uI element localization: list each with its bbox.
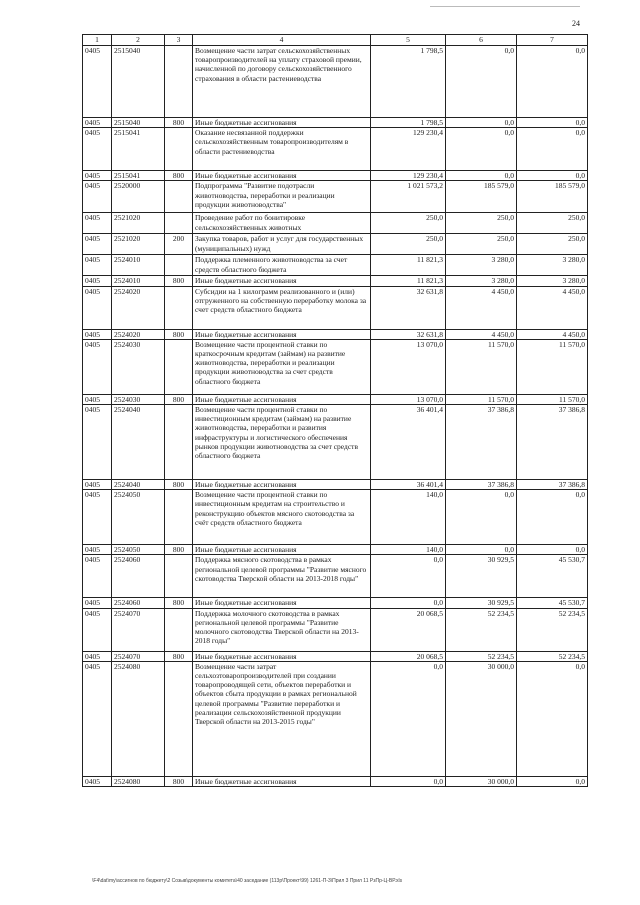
item-name-cell: Субсидии на 1 килограмм реализованного и (или) отгруженного на собственную переработку молока за счет средств областного бюджета <box>193 286 371 329</box>
section-code-cell: 0405 <box>83 651 112 661</box>
amount-col-7-cell: 3 280,0 <box>517 255 588 276</box>
item-name-cell: Иные бюджетные ассигнования <box>193 118 371 128</box>
amount-col-5-cell: 20 068,5 <box>371 651 446 661</box>
amount-col-6-cell: 4 450,0 <box>446 286 517 329</box>
amount-col-5-cell: 250,0 <box>371 213 446 234</box>
table-row <box>83 213 588 234</box>
amount-col-7-cell: 52 234,5 <box>517 651 588 661</box>
header-col-7: 7 <box>517 35 588 46</box>
section-code-cell: 0405 <box>83 545 112 555</box>
target-code-cell: 2524060 <box>112 555 165 598</box>
amount-col-7-cell: 0,0 <box>517 545 588 555</box>
amount-col-7-cell: 0,0 <box>517 171 588 181</box>
amount-col-6-cell: 250,0 <box>446 213 517 234</box>
item-name-cell: Иные бюджетные ассигнования <box>193 480 371 490</box>
amount-col-6-cell: 0,0 <box>446 171 517 181</box>
amount-col-6-cell: 0,0 <box>446 118 517 128</box>
header-col-1: 1 <box>83 35 112 46</box>
amount-col-7-cell: 250,0 <box>517 234 588 255</box>
amount-col-6-cell: 11 570,0 <box>446 339 517 394</box>
table-row <box>83 405 588 480</box>
expense-type-cell: 800 <box>165 651 193 661</box>
expense-type-cell: 800 <box>165 394 193 404</box>
target-code-cell: 2524020 <box>112 329 165 339</box>
expense-type-cell <box>165 181 193 213</box>
top-rule <box>430 6 580 7</box>
target-code-cell: 2524020 <box>112 286 165 329</box>
amount-col-7-cell: 52 234,5 <box>517 608 588 651</box>
amount-col-6-cell: 37 386,8 <box>446 480 517 490</box>
table-row <box>83 286 588 329</box>
amount-col-6-cell: 0,0 <box>446 46 517 118</box>
amount-col-6-cell: 37 386,8 <box>446 405 517 480</box>
section-code-cell: 0405 <box>83 329 112 339</box>
amount-col-5-cell: 1 798,5 <box>371 118 446 128</box>
amount-col-7-cell: 0,0 <box>517 118 588 128</box>
amount-col-5-cell: 250,0 <box>371 234 446 255</box>
table-row <box>83 46 588 118</box>
item-name-cell: Иные бюджетные ассигнования <box>193 394 371 404</box>
item-name-cell: Иные бюджетные ассигнования <box>193 776 371 786</box>
amount-col-5-cell: 32 631,8 <box>371 329 446 339</box>
table-row <box>83 276 588 286</box>
expense-type-cell: 800 <box>165 480 193 490</box>
table-row <box>83 598 588 608</box>
amount-col-7-cell: 0,0 <box>517 661 588 776</box>
amount-col-5-cell: 32 631,8 <box>371 286 446 329</box>
section-code-cell: 0405 <box>83 661 112 776</box>
expense-type-cell: 800 <box>165 171 193 181</box>
header-col-5: 5 <box>371 35 446 46</box>
expense-type-cell: 800 <box>165 545 193 555</box>
amount-col-5-cell: 36 401,4 <box>371 405 446 480</box>
header-col-2: 2 <box>112 35 165 46</box>
item-name-cell: Поддержка молочного скотоводства в рамках региональной целевой программы "Развитие молочного скотоводства Тверской области на 2013-2018 годы" <box>193 608 371 651</box>
page-number: 24 <box>572 19 580 28</box>
expense-type-cell: 800 <box>165 329 193 339</box>
amount-col-7-cell: 37 386,8 <box>517 480 588 490</box>
amount-col-7-cell: 3 280,0 <box>517 276 588 286</box>
item-name-cell: Возмещение части процентной ставки по инвестиционным кредитам (займам) на развитие животноводства, переработки и развития инфраструктуры и логистического обеспечения рынков продукции животноводства за счет средств областного бюджета <box>193 405 371 480</box>
target-code-cell: 2524070 <box>112 608 165 651</box>
amount-col-7-cell: 0,0 <box>517 776 588 786</box>
amount-col-6-cell: 11 570,0 <box>446 394 517 404</box>
item-name-cell: Поддержка мясного скотоводства в рамках региональной целевой программы "Развитие мясного скотоводства Тверской области на 2013-2018 годы" <box>193 555 371 598</box>
table-body <box>83 46 588 787</box>
amount-col-5-cell: 140,0 <box>371 545 446 555</box>
amount-col-5-cell: 140,0 <box>371 490 446 545</box>
expense-type-cell <box>165 555 193 598</box>
item-name-cell: Иные бюджетные ассигнования <box>193 598 371 608</box>
amount-col-5-cell: 129 230,4 <box>371 171 446 181</box>
expense-type-cell <box>165 128 193 171</box>
item-name-cell: Возмещение части затрат сельхозтоваропроизводителей при создании товаропроводящей сети, объектов переработки и объектов сбыта продукции в рамках региональной целевой программы "Развитие переработки и реализации сельскохозяйственной продукции Тверской области на 2013-2015 годы" <box>193 661 371 776</box>
target-code-cell: 2521020 <box>112 234 165 255</box>
amount-col-6-cell: 30 000,0 <box>446 661 517 776</box>
item-name-cell: Подпрограмма "Развитие подотрасли животноводства, переработки и реализации продукции животноводства" <box>193 181 371 213</box>
amount-col-5-cell: 0,0 <box>371 776 446 786</box>
table-header-row <box>83 35 588 46</box>
amount-col-7-cell: 0,0 <box>517 490 588 545</box>
amount-col-5-cell: 36 401,4 <box>371 480 446 490</box>
target-code-cell: 2520000 <box>112 181 165 213</box>
section-code-cell: 0405 <box>83 555 112 598</box>
table-row <box>83 394 588 404</box>
section-code-cell: 0405 <box>83 405 112 480</box>
budget-table <box>82 34 588 787</box>
expense-type-cell: 200 <box>165 234 193 255</box>
amount-col-5-cell: 0,0 <box>371 598 446 608</box>
section-code-cell: 0405 <box>83 598 112 608</box>
table-row <box>83 661 588 776</box>
section-code-cell: 0405 <box>83 128 112 171</box>
file-path-footer: \F4\dat\my\ассигнов по бюджету\2 Созыв\документы комитета\40 заседание (113р\Проект\99) 1261-П-3\Прил 3 Прил 11 РзПр-Ц-ВР.xls <box>92 878 403 884</box>
section-code-cell: 0405 <box>83 46 112 118</box>
amount-col-6-cell: 0,0 <box>446 490 517 545</box>
section-code-cell: 0405 <box>83 234 112 255</box>
section-code-cell: 0405 <box>83 213 112 234</box>
amount-col-6-cell: 30 000,0 <box>446 776 517 786</box>
amount-col-6-cell: 0,0 <box>446 128 517 171</box>
target-code-cell: 2515040 <box>112 46 165 118</box>
target-code-cell: 2524010 <box>112 276 165 286</box>
amount-col-7-cell: 4 450,0 <box>517 329 588 339</box>
amount-col-7-cell: 0,0 <box>517 128 588 171</box>
section-code-cell: 0405 <box>83 255 112 276</box>
target-code-cell: 2524040 <box>112 480 165 490</box>
amount-col-5-cell: 1 798,5 <box>371 46 446 118</box>
amount-col-6-cell: 4 450,0 <box>446 329 517 339</box>
amount-col-6-cell: 185 579,0 <box>446 181 517 213</box>
target-code-cell: 2515040 <box>112 118 165 128</box>
expense-type-cell: 800 <box>165 598 193 608</box>
target-code-cell: 2524030 <box>112 394 165 404</box>
amount-col-7-cell: 4 450,0 <box>517 286 588 329</box>
target-code-cell: 2524060 <box>112 598 165 608</box>
expense-type-cell <box>165 608 193 651</box>
section-code-cell: 0405 <box>83 776 112 786</box>
target-code-cell: 2524010 <box>112 255 165 276</box>
target-code-cell: 2524050 <box>112 490 165 545</box>
item-name-cell: Возмещение части процентной ставки по инвестиционным кредитам на строительство и реконструкцию объектов мясного скотоводства за счёт средств областного бюджета <box>193 490 371 545</box>
amount-col-5-cell: 20 068,5 <box>371 608 446 651</box>
table-row <box>83 555 588 598</box>
table-row <box>83 171 588 181</box>
section-code-cell: 0405 <box>83 276 112 286</box>
amount-col-7-cell: 45 530,7 <box>517 598 588 608</box>
expense-type-cell <box>165 213 193 234</box>
amount-col-7-cell: 11 570,0 <box>517 394 588 404</box>
item-name-cell: Иные бюджетные ассигнования <box>193 329 371 339</box>
amount-col-7-cell: 37 386,8 <box>517 405 588 480</box>
item-name-cell: Иные бюджетные ассигнования <box>193 651 371 661</box>
section-code-cell: 0405 <box>83 490 112 545</box>
expense-type-cell <box>165 255 193 276</box>
expense-type-cell <box>165 46 193 118</box>
expense-type-cell: 800 <box>165 276 193 286</box>
target-code-cell: 2524080 <box>112 661 165 776</box>
table-row <box>83 651 588 661</box>
amount-col-6-cell: 52 234,5 <box>446 608 517 651</box>
table-row <box>83 118 588 128</box>
table-row <box>83 329 588 339</box>
target-code-cell: 2524050 <box>112 545 165 555</box>
section-code-cell: 0405 <box>83 286 112 329</box>
header-col-3: 3 <box>165 35 193 46</box>
amount-col-7-cell: 45 530,7 <box>517 555 588 598</box>
target-code-cell: 2524080 <box>112 776 165 786</box>
section-code-cell: 0405 <box>83 394 112 404</box>
amount-col-5-cell: 13 070,0 <box>371 394 446 404</box>
target-code-cell: 2515041 <box>112 128 165 171</box>
expense-type-cell <box>165 339 193 394</box>
expense-type-cell <box>165 405 193 480</box>
amount-col-6-cell: 3 280,0 <box>446 255 517 276</box>
expense-type-cell: 800 <box>165 776 193 786</box>
amount-col-5-cell: 129 230,4 <box>371 128 446 171</box>
table-row <box>83 776 588 786</box>
table-row <box>83 545 588 555</box>
amount-col-5-cell: 13 070,0 <box>371 339 446 394</box>
amount-col-6-cell: 0,0 <box>446 545 517 555</box>
table-row <box>83 339 588 394</box>
header-col-6: 6 <box>446 35 517 46</box>
section-code-cell: 0405 <box>83 118 112 128</box>
target-code-cell: 2524070 <box>112 651 165 661</box>
table-row <box>83 181 588 213</box>
section-code-cell: 0405 <box>83 608 112 651</box>
section-code-cell: 0405 <box>83 339 112 394</box>
amount-col-7-cell: 250,0 <box>517 213 588 234</box>
amount-col-6-cell: 250,0 <box>446 234 517 255</box>
amount-col-7-cell: 0,0 <box>517 46 588 118</box>
target-code-cell: 2521020 <box>112 213 165 234</box>
item-name-cell: Иные бюджетные ассигнования <box>193 171 371 181</box>
expense-type-cell <box>165 661 193 776</box>
amount-col-7-cell: 185 579,0 <box>517 181 588 213</box>
section-code-cell: 0405 <box>83 480 112 490</box>
expense-type-cell: 800 <box>165 118 193 128</box>
amount-col-5-cell: 0,0 <box>371 661 446 776</box>
table-row <box>83 128 588 171</box>
section-code-cell: 0405 <box>83 181 112 213</box>
target-code-cell: 2524030 <box>112 339 165 394</box>
target-code-cell: 2515041 <box>112 171 165 181</box>
amount-col-6-cell: 30 929,5 <box>446 555 517 598</box>
amount-col-7-cell: 11 570,0 <box>517 339 588 394</box>
item-name-cell: Возмещение части процентной ставки по краткосрочным кредитам (займам) на развитие животноводства, переработки и реализации продукции животноводства за счет средств областного бюджета <box>193 339 371 394</box>
amount-col-6-cell: 3 280,0 <box>446 276 517 286</box>
table-row <box>83 608 588 651</box>
item-name-cell: Поддержка племенного животноводства за счет средств областного бюджета <box>193 255 371 276</box>
amount-col-5-cell: 1 021 573,2 <box>371 181 446 213</box>
amount-col-6-cell: 52 234,5 <box>446 651 517 661</box>
section-code-cell: 0405 <box>83 171 112 181</box>
item-name-cell: Возмещение части затрат сельскохозяйственных товаропроизводителей на уплату страховой премии, начисленной по договору сельскохозяйственного страхования в области растениеводства <box>193 46 371 118</box>
table-row <box>83 255 588 276</box>
amount-col-5-cell: 0,0 <box>371 555 446 598</box>
target-code-cell: 2524040 <box>112 405 165 480</box>
expense-type-cell <box>165 490 193 545</box>
item-name-cell: Оказание несвязанной поддержки сельскохозяйственным товаропроизводителям в области растениеводства <box>193 128 371 171</box>
table-row <box>83 234 588 255</box>
item-name-cell: Проведение работ по бонитировке сельскохозяйственных животных <box>193 213 371 234</box>
header-col-4: 4 <box>193 35 371 46</box>
amount-col-5-cell: 11 821,3 <box>371 276 446 286</box>
amount-col-6-cell: 30 929,5 <box>446 598 517 608</box>
item-name-cell: Иные бюджетные ассигнования <box>193 545 371 555</box>
item-name-cell: Иные бюджетные ассигнования <box>193 276 371 286</box>
table-row <box>83 480 588 490</box>
expense-type-cell <box>165 286 193 329</box>
amount-col-5-cell: 11 821,3 <box>371 255 446 276</box>
table-row <box>83 490 588 545</box>
item-name-cell: Закупка товаров, работ и услуг для государственных (муниципальных) нужд <box>193 234 371 255</box>
